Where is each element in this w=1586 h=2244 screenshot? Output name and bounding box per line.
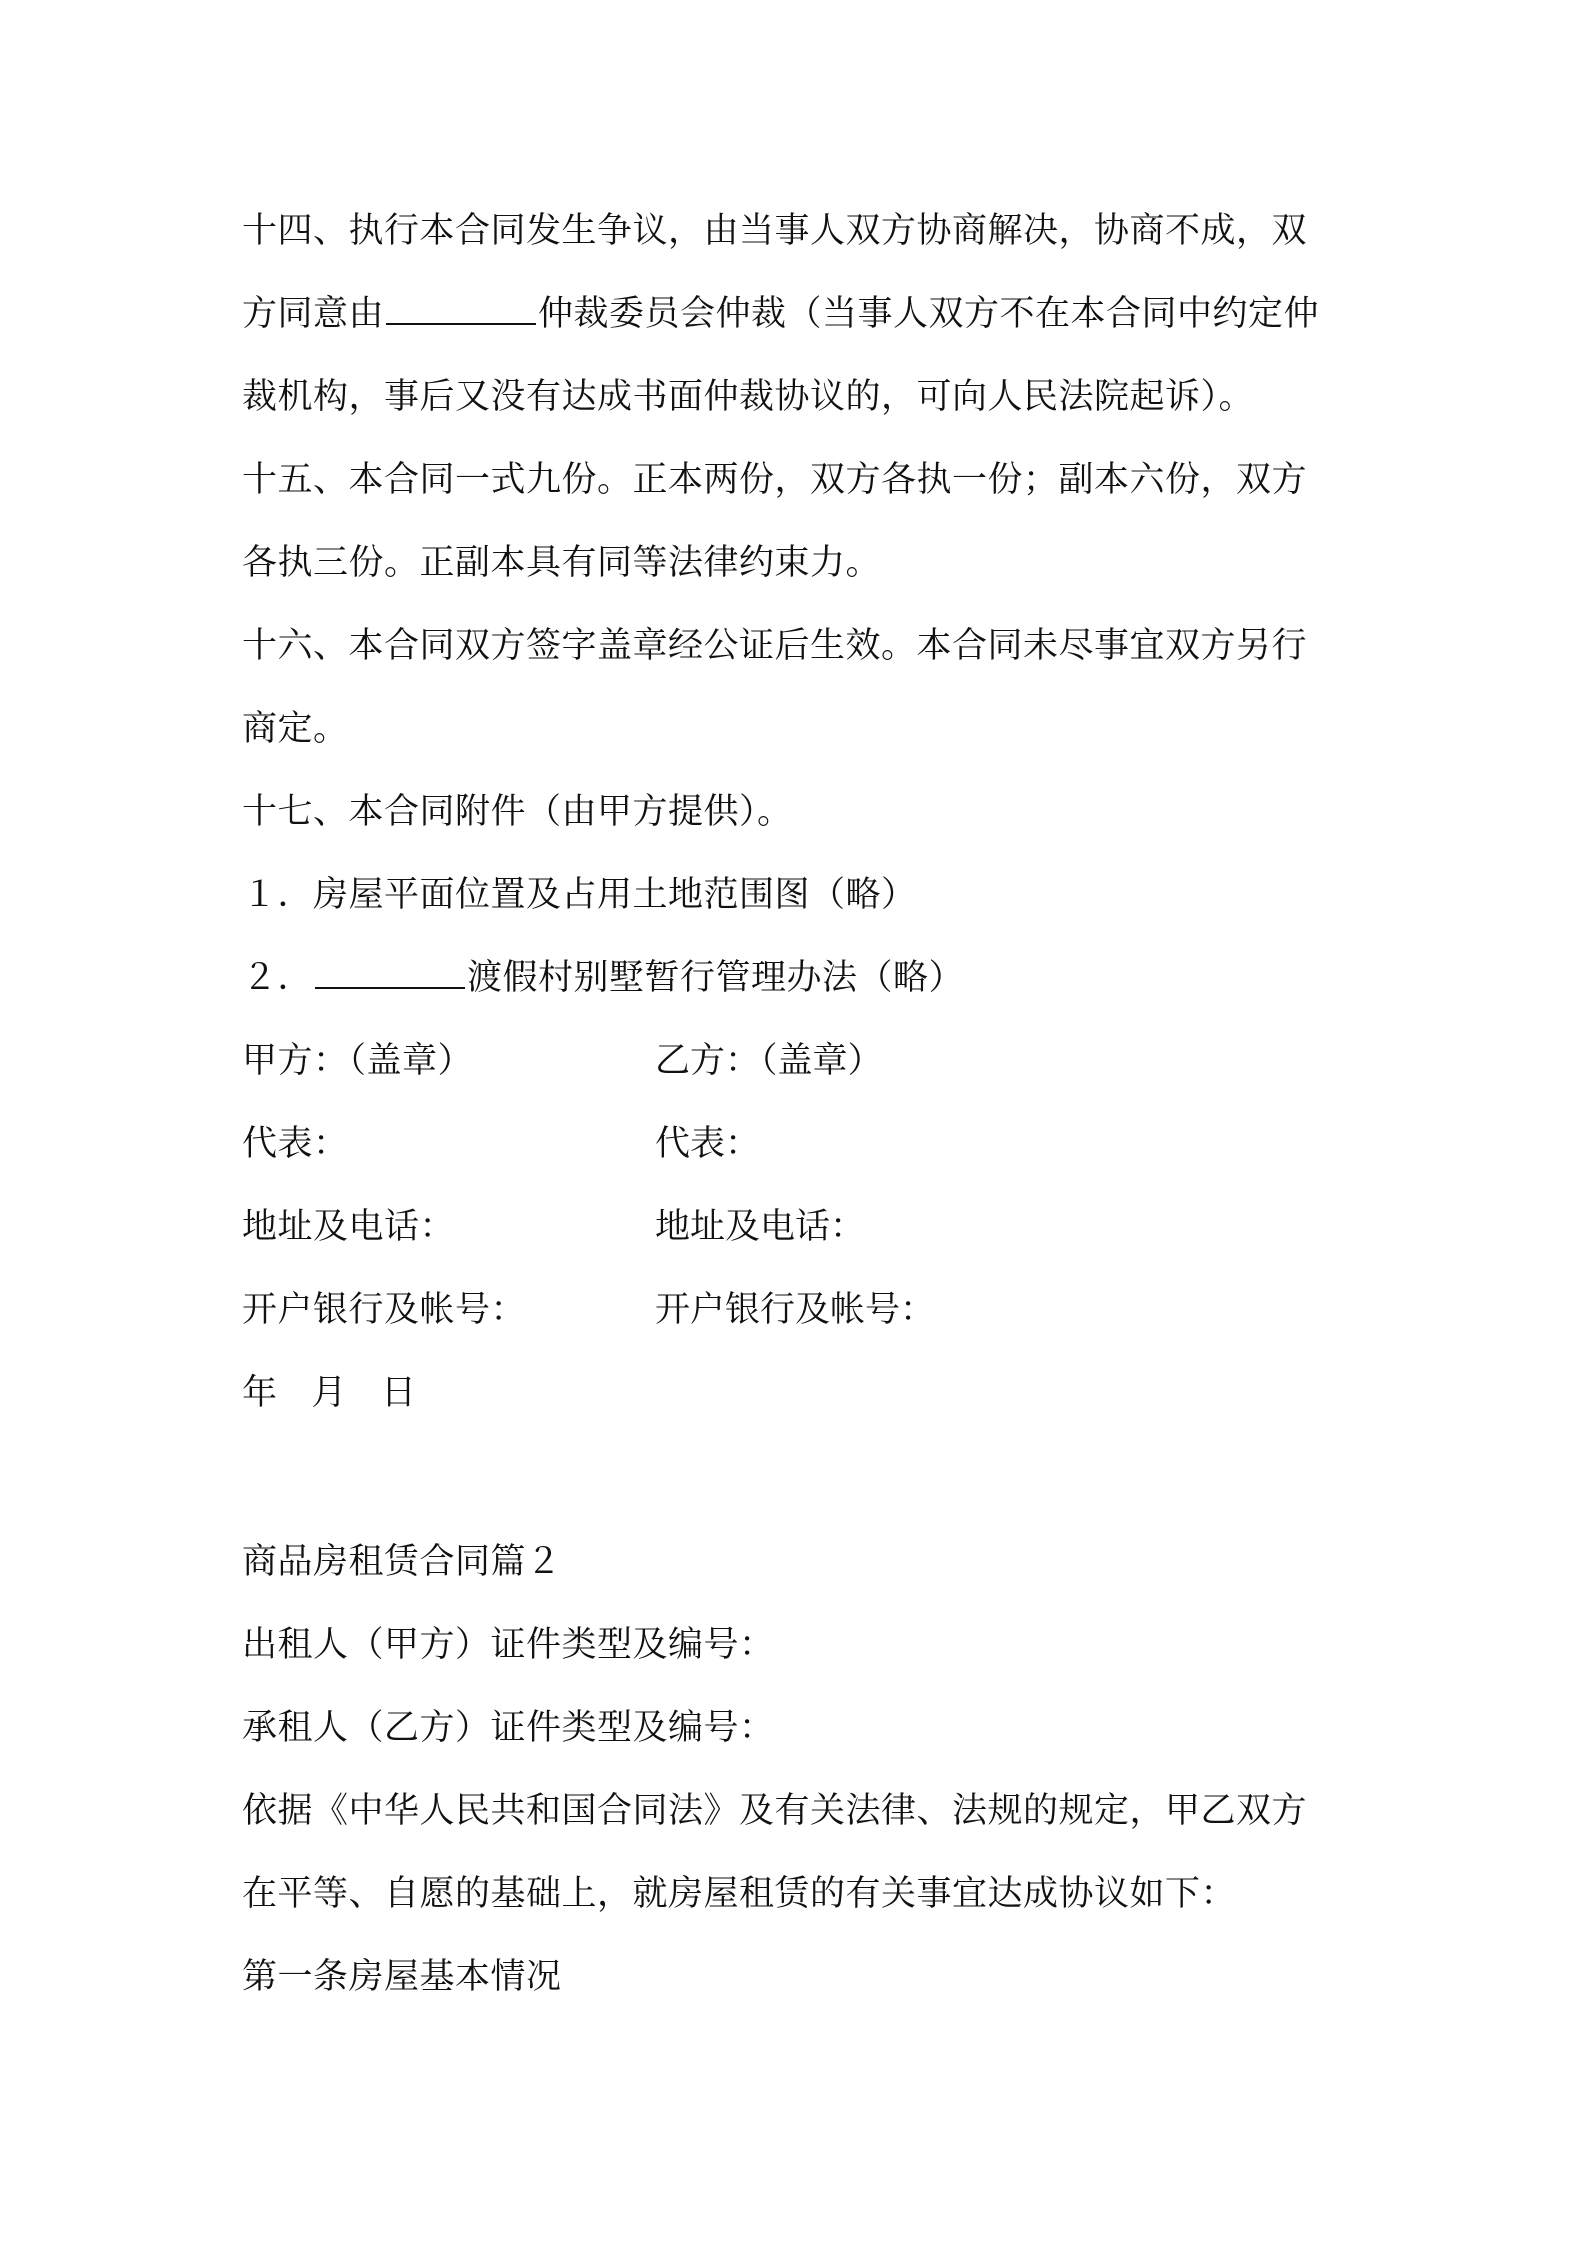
contract-2-title: 商品房租赁合同篇２: [242, 1542, 562, 1582]
party-a-address: 地址及电话：: [242, 1207, 456, 1247]
clause-15-line-1: 十五、本合同一式九份。正本两份，双方各执一份；副本六份，双方: [242, 460, 1308, 500]
signing-date: [242, 1372, 451, 1414]
attachment-item-1: １．房屋平面位置及占用土地范围图（略）: [242, 875, 917, 915]
party-b-seal: 乙方：（盖章）: [655, 1041, 883, 1081]
party-b-address: 地址及电话：: [655, 1207, 866, 1247]
clause-17-line-1: 十七、本合同附件（由甲方提供）。: [242, 792, 793, 832]
party-b-bank: 开户银行及帐号：: [655, 1290, 936, 1330]
party-a-representative: 代表：: [242, 1124, 349, 1164]
party-b-representative: 代表：: [655, 1124, 761, 1164]
clause-14-line-3: 裁机构，事后又没有达成书面仲裁协议的，可向人民法院起诉）。: [242, 377, 1255, 417]
article-1-heading: 第一条房屋基本情况: [242, 1957, 562, 1997]
attachment-item-2-number: ２．: [242, 958, 314, 998]
lessee-line: 承租人（乙方）证件类型及编号：: [242, 1708, 775, 1748]
arbitration-blank: [386, 293, 536, 325]
clause-14-line-2-post: 仲裁委员会仲裁（当事人双方不在本合同中约定仲: [538, 294, 1320, 334]
clause-14-line-1: 十四、执行本合同发生争议，由当事人双方协商解决，协商不成，双: [242, 211, 1308, 251]
date-year: 年: [242, 1373, 278, 1413]
lessor-line: 出租人（甲方）证件类型及编号：: [242, 1625, 775, 1665]
party-a-seal: 甲方：（盖章）: [242, 1041, 474, 1081]
intro-line-1: 依据《中华人民共和国合同法》及有关法律、法规的规定，甲乙双方: [242, 1791, 1308, 1831]
date-day: 日: [381, 1373, 417, 1413]
clause-14-line-2-pre: 方同意由: [242, 294, 385, 334]
clause-16-line-1: 十六、本合同双方签字盖章经公证后生效。本合同未尽事宜双方另行: [242, 626, 1308, 666]
date-month: 月: [311, 1373, 348, 1413]
attachment-item-2: [242, 957, 964, 999]
attachment-item-2-text: 渡假村别墅暂行管理办法（略）: [467, 958, 965, 998]
clause-16-line-2: 商定。: [242, 709, 349, 749]
clause-14-line-2: [242, 293, 1319, 335]
resort-name-blank: [315, 957, 465, 989]
party-a-bank: 开户银行及帐号：: [242, 1290, 527, 1330]
clause-15-line-2: 各执三份。正副本具有同等法律约束力。: [242, 543, 882, 583]
intro-line-2: 在平等、自愿的基础上，就房屋租赁的有关事宜达成协议如下：: [242, 1874, 1237, 1914]
